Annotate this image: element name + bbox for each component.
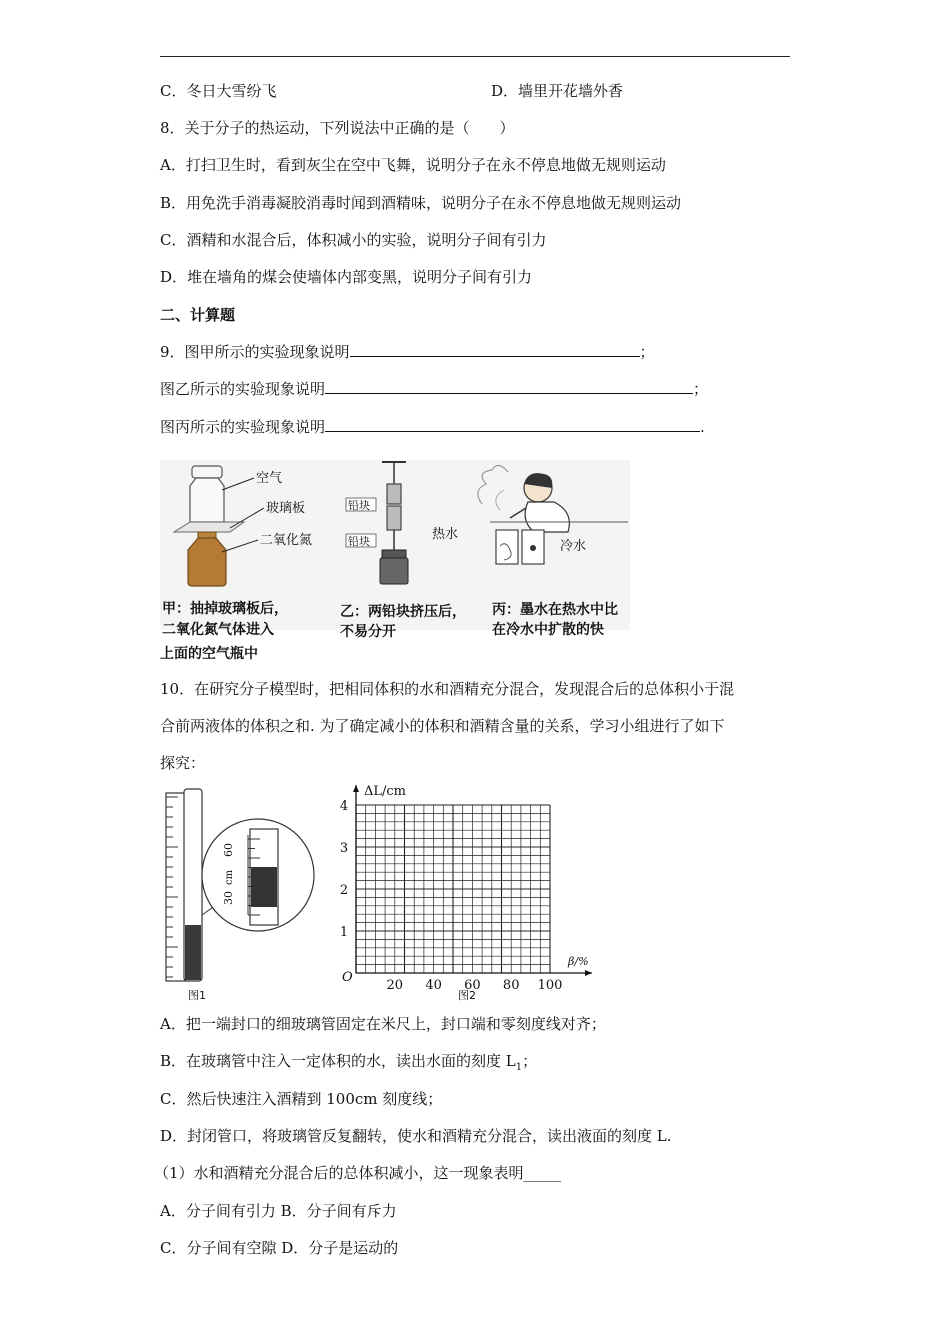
label-lead-2: 铅块 bbox=[348, 535, 370, 548]
q8-stem: 8．关于分子的热运动，下列说法中正确的是（ ） bbox=[160, 119, 515, 137]
x-tick-label: 100 bbox=[537, 978, 563, 993]
q9-line-3-end: . bbox=[700, 418, 705, 436]
q10-step-b-text: B．在玻璃管中注入一定体积的水，读出水面的刻度 L bbox=[160, 1052, 516, 1070]
chart-y-label: ΔL/cm bbox=[364, 784, 407, 799]
caption-yi-2: 不易分开 bbox=[340, 624, 396, 640]
q10-step-d: D．封闭管口，将玻璃管反复翻转，使水和酒精充分混合，读出液面的刻度 L. bbox=[160, 1127, 672, 1145]
q10-options-cd: C．分子间有空隙 D．分子是运动的 bbox=[160, 1239, 399, 1257]
q9-experiment-figure bbox=[160, 460, 630, 640]
caption-yi-1: 乙：两铅块挤压后， bbox=[340, 604, 466, 620]
q9-line-2-text: 图乙所示的实验现象说明 bbox=[160, 380, 326, 398]
label-glass-plate: 玻璃板 bbox=[266, 501, 306, 516]
q7-option-c: C．冬日大雪纷飞 bbox=[160, 82, 277, 100]
q9-blank-1[interactable] bbox=[350, 342, 640, 357]
y-tick-label: 2 bbox=[339, 883, 349, 898]
air-bottle bbox=[190, 466, 224, 522]
q10-stem-1: 10．在研究分子模型时，把相同体积的水和酒精充分混合，发现混合后的总体积小于混 bbox=[160, 680, 735, 698]
q9-line-1-text: 9．图甲所示的实验现象说明 bbox=[160, 343, 350, 361]
y-tick-label: 3 bbox=[339, 841, 349, 856]
caption-jia-3: 上面的空气瓶中 bbox=[160, 646, 258, 662]
q9-line-1 bbox=[160, 342, 655, 362]
delta-l-grid-chart bbox=[340, 784, 592, 993]
inset-tick-30: 30 bbox=[222, 891, 235, 905]
magnified-inset bbox=[202, 819, 314, 931]
inset-tick-60: 60 bbox=[222, 843, 235, 857]
q10-step-b-end: ； bbox=[522, 1052, 538, 1070]
section-title: 二、计算题 bbox=[160, 306, 236, 324]
label-lead-1: 铅块 bbox=[348, 499, 370, 512]
q10-step-b bbox=[160, 1051, 537, 1078]
q10-options-ab: A．分子间有引力 B．分子间有斥力 bbox=[160, 1202, 397, 1220]
label-cold-water: 冷水 bbox=[560, 539, 587, 554]
q8-option-c: C．酒精和水混合后，体积减小的实验，说明分子间有引力 bbox=[160, 231, 547, 249]
caption-bing-2: 在冷水中扩散的快 bbox=[492, 622, 604, 638]
q9-line-2-end: ； bbox=[693, 380, 709, 398]
chart-x-label: β/% bbox=[568, 955, 589, 968]
q9-blank-2[interactable] bbox=[325, 379, 693, 394]
q7-option-d: D．墙里开花墙外香 bbox=[491, 82, 624, 100]
x-axis-arrow bbox=[585, 970, 592, 976]
q10-sub-question-1-blank[interactable]: _____ bbox=[523, 1164, 562, 1182]
caption-bing-1: 丙：墨水在热水中比 bbox=[492, 602, 618, 618]
inset-unit: cm bbox=[224, 869, 235, 885]
q10-stem-3: 探究： bbox=[160, 754, 206, 772]
q10-sub-question-1-text: （1）水和酒精充分混合后的总体积减小，这一现象表明 bbox=[154, 1164, 524, 1182]
q9-line-2 bbox=[160, 379, 708, 399]
caption-jia-1: 甲：抽掉玻璃板后， bbox=[162, 601, 288, 617]
q9-blank-3[interactable] bbox=[325, 417, 700, 432]
q10-sub-question-1 bbox=[154, 1163, 561, 1183]
figure-1-label: 图1 bbox=[188, 989, 206, 1002]
y-tick-label: 4 bbox=[339, 799, 349, 814]
chart-grid bbox=[356, 805, 550, 973]
label-hot-water: 热水 bbox=[432, 527, 459, 542]
q10-step-b-subscript: 1 bbox=[515, 1062, 523, 1073]
y-axis-arrow bbox=[353, 785, 359, 792]
chart-y-ticks bbox=[340, 799, 348, 940]
x-tick-label: 40 bbox=[425, 978, 442, 993]
caption-jia-2: 二氧化氮气体进入 bbox=[162, 622, 274, 638]
x-tick-label: 60 bbox=[464, 978, 481, 993]
figure-2-label: 图2 bbox=[458, 989, 476, 1002]
q9-line-3 bbox=[160, 417, 705, 437]
top-rule bbox=[160, 56, 790, 57]
y-tick-label: 1 bbox=[339, 925, 349, 940]
q8-option-d: D．堆在墙角的煤会使墙体内部变黑，说明分子间有引力 bbox=[160, 268, 533, 286]
label-air: 空气 bbox=[256, 471, 283, 486]
q8-option-a: A．打扫卫生时，看到灰尘在空中飞舞，说明分子在永不停息地做无规则运动 bbox=[160, 156, 666, 174]
x-tick-label: 20 bbox=[386, 978, 404, 993]
q10-step-a: A．把一端封口的细玻璃管固定在米尺上，封口端和零刻度线对齐； bbox=[160, 1015, 606, 1033]
q10-step-c: C．然后快速注入酒精到 100cm 刻度线； bbox=[160, 1090, 443, 1108]
label-no2: 二氧化氮 bbox=[260, 533, 313, 548]
q9-line-1-end: ； bbox=[639, 343, 655, 361]
q10-stem-2: 合前两液体的体积之和. 为了确定减小的体积和酒精含量的关系，学习小组进行了如下 bbox=[160, 717, 725, 735]
x-tick-label: 80 bbox=[502, 978, 520, 993]
chart-origin: O bbox=[342, 970, 353, 985]
q10-figures bbox=[160, 785, 600, 1010]
q9-line-3-text: 图丙所示的实验现象说明 bbox=[160, 418, 326, 436]
q8-option-b: B．用免洗手消毒凝胶消毒时闻到酒精味，说明分子在永不停息地做无规则运动 bbox=[160, 194, 682, 212]
